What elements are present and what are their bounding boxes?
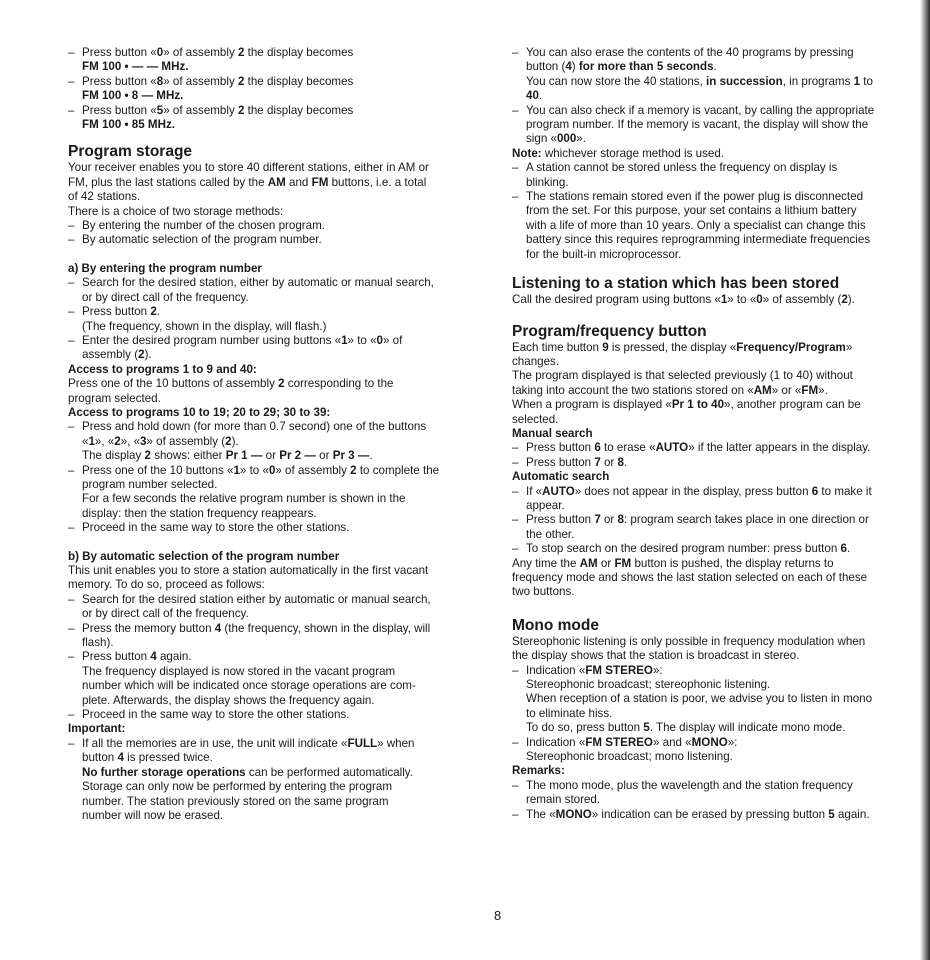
text: »:	[652, 663, 663, 677]
list-item-continuation	[512, 60, 920, 74]
list-item	[512, 736, 920, 750]
list-item-continuation	[512, 75, 920, 89]
note-line	[512, 147, 920, 161]
list-item-continuation: program number selected.	[82, 477, 218, 491]
text: Indication «	[526, 735, 586, 749]
text: in succession	[706, 74, 783, 88]
text: can be performed automatically.	[245, 765, 413, 779]
text: is pressed twice.	[123, 751, 213, 765]
text: .	[846, 542, 851, 556]
text: The «	[526, 807, 556, 821]
text: AM	[267, 175, 286, 189]
text: Press one of the 10 buttons of assembly	[68, 377, 279, 391]
text: ).	[847, 293, 855, 307]
left-column	[68, 46, 484, 823]
text: 8	[156, 74, 164, 88]
list-item	[68, 622, 484, 636]
text: 4	[150, 650, 157, 664]
subsection-heading: Access to programs 10 to 19; 20 to 29; 30 to 39:	[68, 405, 331, 419]
list-item-continuation: display: then the station frequency reappears.	[82, 506, 317, 520]
text: ).	[144, 348, 152, 362]
text: AUTO	[655, 441, 689, 455]
text: FM	[801, 383, 819, 397]
page-edge-shadow	[920, 0, 930, 960]
text: 2	[237, 103, 245, 117]
subsection-heading: Manual search	[512, 426, 593, 440]
section-heading: Mono mode	[512, 616, 599, 634]
list-item: – Proceed in the same way to store the other stations.	[68, 521, 484, 535]
text: ».	[576, 132, 586, 146]
text: button (	[526, 60, 566, 74]
list-item	[68, 75, 484, 89]
text: » if the latter appears in the display.	[688, 441, 871, 455]
list-item-continuation: appear.	[526, 498, 565, 512]
text: No further storage operations	[82, 765, 246, 779]
list-item-continuation: battery since this requires reprogramming intermediate frequencies	[526, 233, 871, 247]
list-item-continuation	[68, 435, 484, 449]
text: » of assembly	[163, 103, 238, 117]
list-item	[512, 485, 920, 499]
text: . The display will indicate mono mode.	[649, 721, 846, 735]
text: 1	[720, 293, 728, 307]
list-item-continuation	[512, 89, 920, 103]
text: » of assembly (	[762, 293, 842, 307]
list-item	[68, 737, 484, 751]
text: » of assembly	[163, 46, 238, 59]
text: again.	[834, 807, 870, 821]
paragraph-line: frequency mode and shows the last station selected on each of these	[512, 571, 868, 584]
list-item	[512, 542, 920, 556]
note-label: Note:	[512, 146, 542, 160]
text: 0	[156, 46, 164, 59]
text: » and «	[652, 735, 692, 749]
list-item: – The mono mode, plus the wavelength and the station frequency	[512, 779, 920, 793]
text: FM	[614, 556, 632, 570]
text: 2	[225, 434, 232, 448]
text: )	[571, 60, 579, 74]
text: »	[845, 340, 853, 354]
text: .	[623, 455, 628, 469]
text: 1	[341, 333, 348, 347]
text: Press button	[82, 650, 151, 664]
section-heading: Program/frequency button	[512, 322, 707, 340]
text: FM	[311, 175, 329, 189]
list-item-continuation: When reception of a station is poor, we advise you to listen in mono	[526, 692, 873, 706]
text: , in programs	[782, 74, 854, 88]
text: ».	[818, 383, 828, 397]
subsection-heading: Remarks:	[512, 764, 565, 778]
list-item-continuation: or by direct call of the frequency.	[82, 607, 249, 621]
text: Press button «	[82, 46, 157, 59]
text: Enter the desired program number using buttons «	[82, 333, 342, 347]
text: Press one of the 10 buttons «	[82, 463, 234, 477]
paragraph-line	[68, 176, 484, 190]
subsection-heading: b) By automatic selection of the program number	[68, 549, 340, 563]
list-item-continuation	[68, 449, 484, 463]
list-item-continuation	[68, 348, 484, 362]
list-item-continuation: blinking.	[526, 175, 569, 189]
text: buttons, i.e. a total	[328, 175, 427, 189]
text: .	[538, 89, 543, 103]
list-item	[512, 664, 920, 678]
text: 0	[756, 293, 763, 307]
list-item-continuation: the other.	[526, 527, 575, 541]
list-item: – Search for the desired station either by automatic or manual search,	[68, 593, 484, 607]
list-item	[68, 650, 484, 664]
text: assembly (	[82, 348, 139, 362]
list-item-continuation: with a life of more than 10 years. Only a specialist can change this	[526, 218, 866, 232]
list-item-continuation	[512, 721, 920, 735]
text: the display becomes	[244, 103, 354, 117]
text: the display becomes	[244, 74, 354, 88]
paragraph-line: The program displayed is that selected previously (1 to 40) without	[512, 369, 853, 383]
text: 4	[214, 621, 222, 635]
text: 2	[278, 377, 285, 391]
text: 1	[88, 434, 95, 448]
text: 8	[617, 455, 624, 469]
paragraph-line: of 42 stations.	[68, 190, 141, 204]
text: » indication can be erased by pressing button	[591, 807, 829, 821]
list-item-continuation: from the set. For this purpose, your set contains a lithium battery	[526, 204, 857, 218]
text: again.	[156, 650, 192, 664]
text: .	[713, 60, 717, 74]
text: or	[262, 449, 280, 463]
text: » when	[377, 736, 415, 750]
text: »:	[727, 735, 738, 749]
text: 3	[140, 434, 147, 448]
list-item	[68, 464, 484, 478]
paragraph-line	[512, 341, 920, 355]
text: 8	[617, 513, 624, 527]
text: or	[597, 556, 615, 570]
list-item-continuation: Storage can only now be performed by entering the program	[82, 780, 392, 794]
list-item-continuation	[68, 751, 484, 765]
text: 2	[237, 46, 245, 59]
list-item: – The stations remain stored even if the power plug is disconnected	[512, 190, 920, 204]
text: » to «	[239, 463, 269, 477]
list-item-continuation: number will now be erased.	[82, 808, 224, 822]
text: 000	[556, 132, 577, 146]
paragraph-line: This unit enables you to store a station automatically in the first vacant	[68, 564, 429, 577]
text: to	[860, 74, 873, 88]
text: » of assembly	[163, 74, 238, 88]
text: », «	[94, 434, 115, 448]
paragraph-line: There is a choice of two storage methods:	[68, 204, 284, 218]
text: » does not appear in the display, press button	[574, 484, 812, 498]
text: 4	[565, 60, 572, 74]
list-item-continuation: to eliminate hiss.	[526, 706, 613, 720]
text: Each time button	[512, 340, 603, 354]
paragraph-line: memory. To do so, proceed as follows:	[68, 578, 265, 592]
text: Call the desired program using buttons «	[512, 293, 721, 307]
text: The display	[82, 449, 145, 463]
text: FM, plus the last stations called by the	[68, 175, 268, 189]
text: 2	[144, 449, 151, 463]
text: 2	[841, 293, 848, 307]
text: If all the memories are in use, the unit will indicate «	[82, 736, 348, 750]
list-item	[68, 104, 484, 118]
text: MONO	[691, 735, 728, 749]
text: » of	[383, 333, 403, 347]
paragraph-line	[512, 293, 920, 307]
list-item-continuation: number. The station previously stored on the same program	[82, 794, 389, 808]
list-item-continuation	[68, 766, 484, 780]
list-item-continuation: program number. If the memory is vacant, the display will show the	[526, 118, 869, 132]
text: Press button «	[82, 103, 157, 117]
text: or	[600, 513, 618, 527]
text: 40	[526, 89, 539, 103]
text: for more than 5 seconds	[578, 60, 714, 74]
text: whichever storage method is used.	[541, 146, 725, 160]
text: «	[82, 434, 89, 448]
list-item: – Press and hold down (for more than 0.7 second) one of the buttons	[68, 420, 484, 434]
text: button is pushed, the display returns to	[631, 556, 834, 570]
text: 2	[350, 463, 357, 477]
text: If «	[526, 484, 543, 498]
text: 2	[237, 74, 245, 88]
paragraph-line	[512, 557, 920, 571]
text: » to «	[727, 293, 757, 307]
list-item: – By entering the number of the chosen program.	[68, 219, 484, 233]
list-item-continuation: The frequency displayed is now stored in the vacant program	[82, 664, 396, 678]
text: Press the memory button	[82, 621, 215, 635]
text: Pr 1 to 40	[671, 398, 725, 412]
right-column	[512, 46, 920, 822]
text: To stop search on the desired program number: press button	[526, 542, 841, 556]
list-item	[512, 513, 920, 527]
text: the display becomes	[244, 46, 354, 59]
text: FM STEREO	[585, 735, 653, 749]
text: corresponding to the	[284, 377, 394, 391]
subsection-heading: Important:	[68, 722, 126, 736]
paragraph-line	[68, 377, 484, 391]
text: AM	[579, 556, 598, 570]
text: 9	[602, 340, 609, 354]
list-item	[68, 334, 484, 348]
text: 5	[643, 721, 650, 735]
text: or	[315, 449, 333, 463]
list-item: – Proceed in the same way to store the other stations.	[68, 708, 484, 722]
display-readout: FM 100 • — — MHz.	[82, 60, 189, 74]
subsection-heading: Access to programs 1 to 9 and 40:	[68, 362, 257, 376]
list-item-continuation: or by direct call of the frequency.	[82, 290, 249, 304]
text: 2	[114, 434, 121, 448]
text: », «	[120, 434, 141, 448]
list-item-continuation: remain stored.	[526, 793, 601, 807]
text: 7	[594, 513, 601, 527]
text: 0	[376, 333, 383, 347]
page-number: 8	[494, 908, 502, 923]
display-readout: FM 100 • 85 MHz.	[82, 118, 175, 132]
text: Pr 2 —	[279, 449, 316, 463]
text: : program search takes place in one direction or	[623, 513, 869, 527]
text: 6	[840, 542, 847, 556]
text: Press button	[526, 455, 595, 469]
paragraph-line: selected.	[512, 412, 559, 426]
text: 7	[594, 455, 601, 469]
text: Pr 3 —	[332, 449, 370, 463]
text: and	[285, 175, 312, 189]
section-heading: Program storage	[68, 143, 193, 161]
text: Press button «	[82, 74, 157, 88]
text: .	[369, 449, 373, 463]
text: to complete the	[356, 463, 440, 477]
paragraph-line	[512, 398, 920, 412]
text: .	[156, 305, 160, 319]
text: (the frequency, shown in the display, will	[221, 621, 431, 635]
text: 6	[594, 441, 601, 455]
list-item	[68, 46, 484, 60]
paragraph-line: the display shows that the station is broadcast in stereo.	[512, 649, 800, 663]
text: button	[82, 751, 118, 765]
text: » of assembly	[275, 463, 351, 477]
list-item-continuation: number which will be indicated once storage operations are com-	[82, 679, 416, 693]
paragraph-line: program selected.	[68, 391, 161, 405]
paragraph-line: Your receiver enables you to store 40 different stations, either in AM or	[68, 161, 429, 175]
text: Press button	[82, 305, 151, 319]
text: FULL	[347, 736, 378, 750]
subsection-heading: a) By entering the program number	[68, 261, 262, 275]
list-item: – You can also erase the contents of the 40 programs by pressing	[512, 46, 920, 60]
paragraph-line: changes.	[512, 354, 560, 368]
text: or	[600, 455, 618, 469]
list-item-continuation: Stereophonic broadcast; mono listening.	[526, 750, 733, 764]
text: 5	[828, 807, 835, 821]
list-item-continuation: For a few seconds the relative program number is shown in the	[82, 492, 406, 506]
text: taking into account the two stations stored on «	[512, 383, 754, 397]
list-item: – Search for the desired station, either by automatic or manual search,	[68, 276, 484, 290]
text: Indication «	[526, 663, 586, 677]
text: 2	[138, 348, 145, 362]
paragraph-line: Stereophonic listening is only possible in frequency modulation when	[512, 634, 866, 648]
text: Any time the	[512, 556, 580, 570]
list-item-continuation: for the built-in microprocessor.	[526, 247, 682, 261]
text: to erase «	[600, 441, 656, 455]
text: », another program can be	[724, 398, 861, 412]
text: AM	[753, 383, 772, 397]
list-item-continuation	[512, 132, 920, 146]
text: » to «	[347, 333, 377, 347]
list-item	[512, 808, 920, 822]
text: shows: either	[150, 449, 226, 463]
text: sign «	[526, 132, 557, 146]
text: AUTO	[542, 484, 575, 498]
display-readout: FM 100 • 8 — MHz.	[82, 89, 184, 103]
text: 5	[156, 103, 164, 117]
list-item: – A station cannot be stored unless the frequency on display is	[512, 161, 920, 175]
text: » or «	[771, 383, 802, 397]
subsection-heading: Automatic search	[512, 470, 610, 484]
text: FM STEREO	[585, 663, 653, 677]
text: Pr 1 —	[225, 449, 263, 463]
paragraph-line	[512, 384, 920, 398]
list-item	[512, 456, 920, 470]
text: 2	[150, 305, 157, 319]
text: 0	[268, 463, 276, 477]
list-item-continuation: (The frequency, shown in the display, will flash.)	[82, 319, 327, 333]
text: ).	[231, 434, 239, 448]
text: MONO	[555, 807, 592, 821]
text: 1	[853, 74, 861, 88]
text: » of assembly (	[146, 434, 226, 448]
list-item: – You can also check if a memory is vacant, by calling the appropriate	[512, 104, 920, 118]
text: 1	[233, 463, 240, 477]
text: to make it	[818, 484, 872, 498]
list-item-continuation: Stereophonic broadcast; stereophonic listening.	[526, 678, 771, 692]
list-item-continuation: plete. Afterwards, the display shows the frequency again.	[82, 693, 375, 707]
section-heading: Listening to a station which has been stored	[512, 275, 840, 293]
text: Press button	[526, 513, 595, 527]
text: To do so, press button	[526, 721, 644, 735]
text: Frequency/Program	[736, 340, 846, 354]
text: When a program is displayed «	[512, 398, 672, 412]
text: is pressed, the display «	[608, 340, 737, 354]
list-item-continuation: flash).	[82, 636, 114, 650]
paragraph-line: two buttons.	[512, 585, 575, 599]
list-item: – By automatic selection of the program number.	[68, 233, 484, 247]
list-item	[512, 441, 920, 455]
text: You can now store the 40 stations,	[526, 74, 707, 88]
text: 4	[117, 751, 124, 765]
text: 6	[811, 484, 819, 498]
text: Press button	[526, 441, 595, 455]
list-item	[68, 305, 484, 319]
